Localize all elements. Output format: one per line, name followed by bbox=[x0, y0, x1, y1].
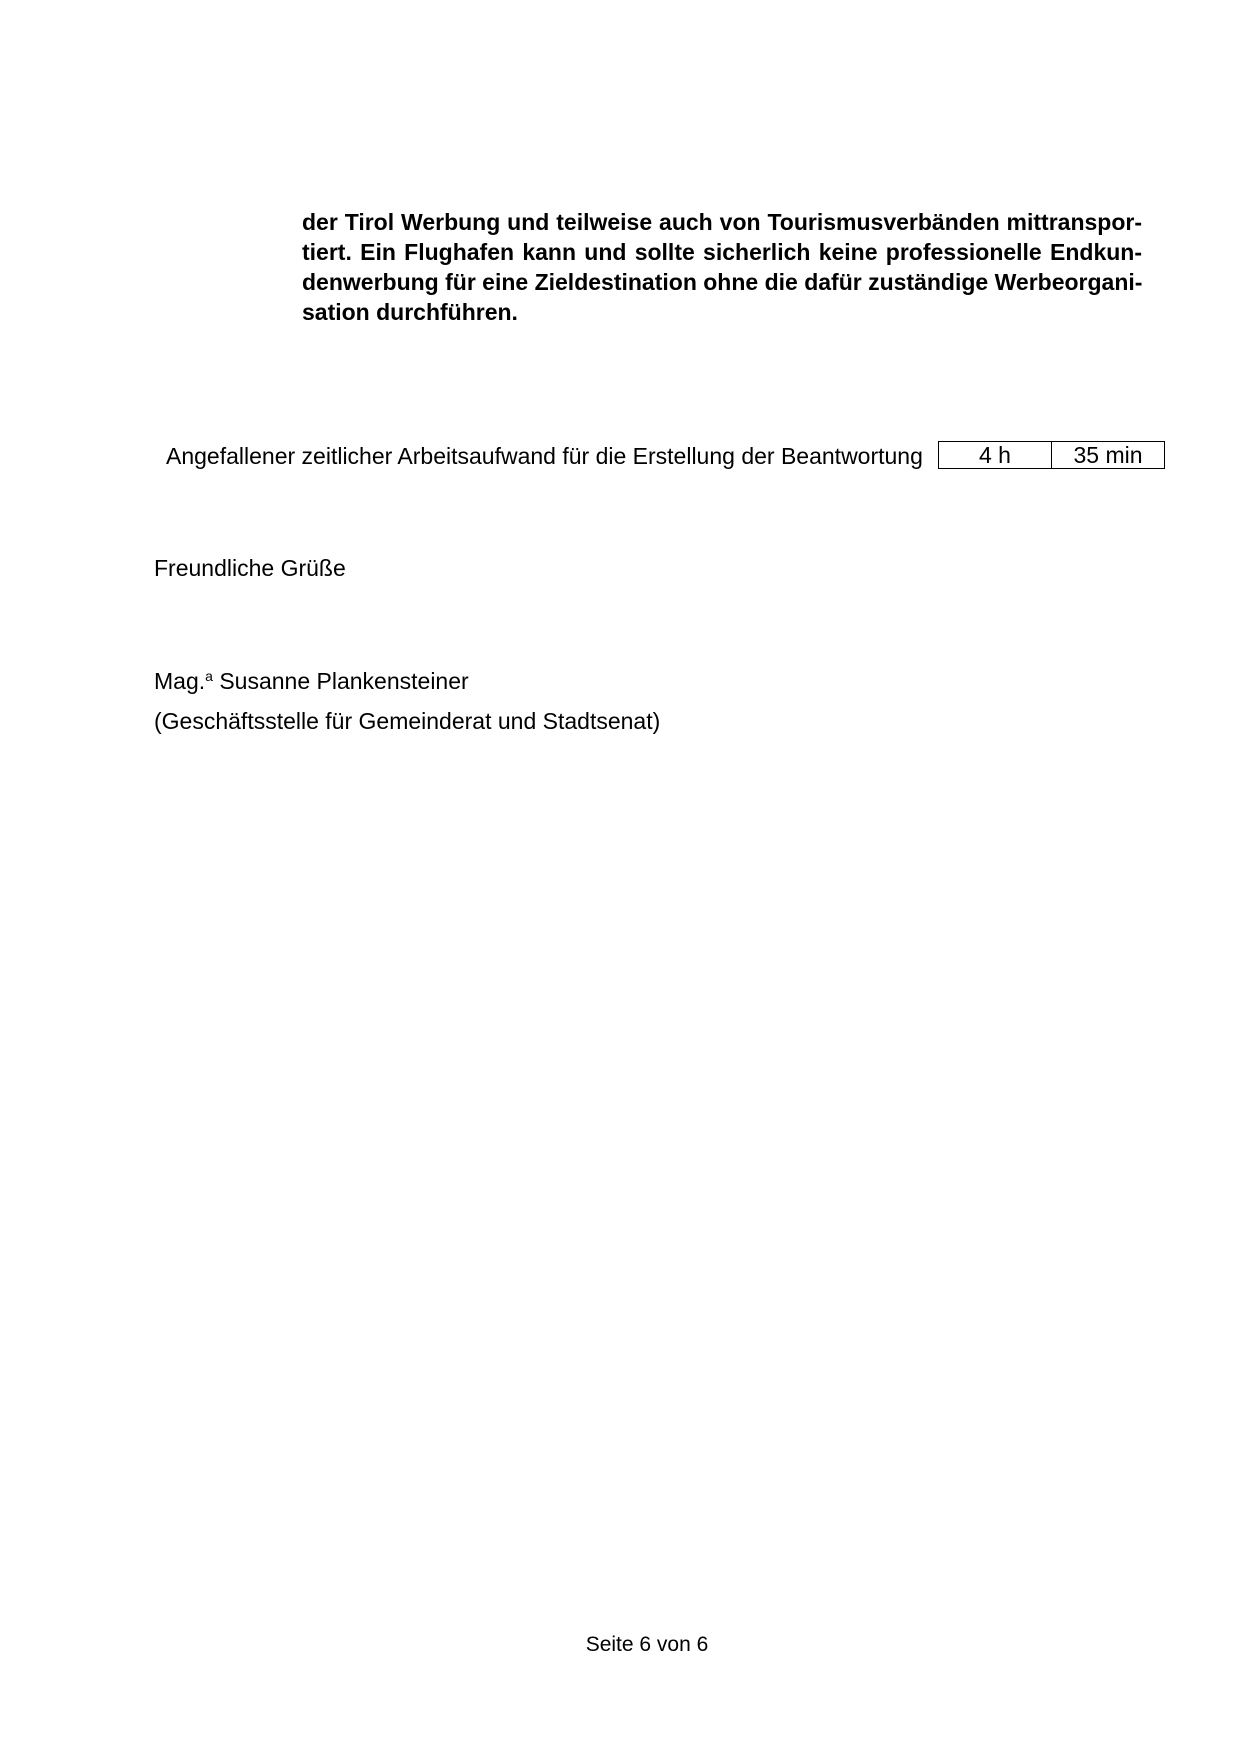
closing-greeting: Freundliche Grüße bbox=[154, 555, 346, 581]
signer-department: (Geschäftsstelle für Gemeinderat und Stadtsenat) bbox=[154, 708, 661, 734]
answer-line-4: sation durchführen. bbox=[302, 299, 518, 325]
signer-full-name: Susanne Plankensteiner bbox=[212, 668, 469, 694]
page-number: Seite 6 von 6 bbox=[585, 1633, 709, 1656]
effort-label: Angefallener zeitlicher Arbeitsaufwand für die Erstellung der Beantwortung bbox=[166, 443, 923, 469]
effort-hours-cell: 4 h bbox=[939, 442, 1052, 469]
answer-line-2: tiert. Ein Flughafen kann und sollte sicherlich keine professionelle Endkun- bbox=[302, 239, 1142, 265]
signer-title: Mag. bbox=[154, 668, 206, 694]
answer-line-3: denwerbung für eine Zieldestination ohne die dafür zuständige Werbeorgani- bbox=[302, 269, 1143, 295]
signer-title-superscript: a bbox=[205, 668, 213, 684]
effort-minutes-cell: 35 min bbox=[1052, 442, 1165, 469]
answer-line-1: der Tirol Werbung und teilweise auch von Tourismusverbänden mittranspor- bbox=[302, 209, 1142, 235]
